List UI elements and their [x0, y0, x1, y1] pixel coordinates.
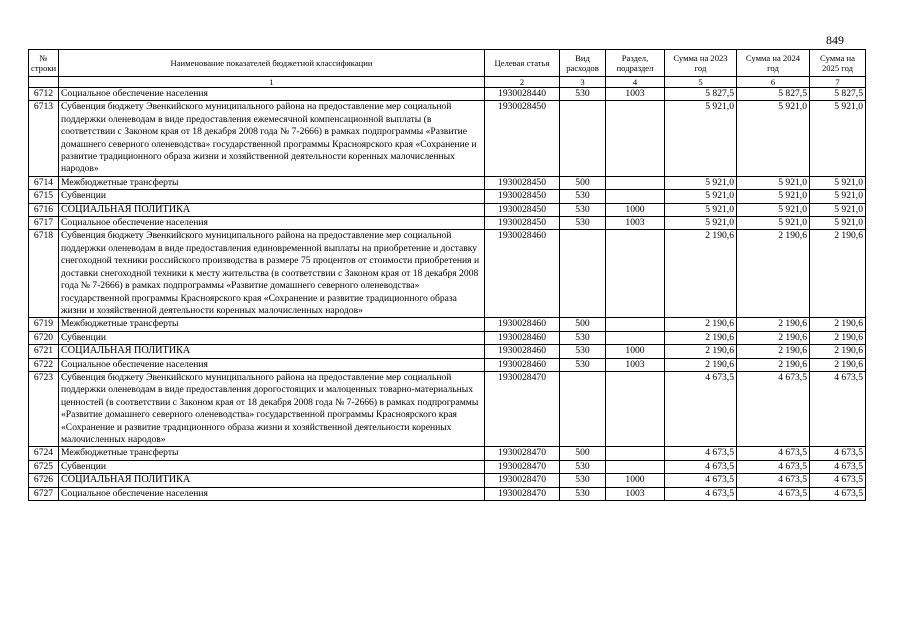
row-sum-2025: 2 190,6: [810, 230, 866, 318]
row-sum-2023: 5 921,0: [665, 203, 737, 216]
row-sum-2024: 2 190,6: [737, 318, 810, 331]
row-number: 6727: [29, 487, 59, 500]
row-name: СОЦИАЛЬНАЯ ПОЛИТИКА: [59, 474, 485, 487]
row-section: 1003: [606, 217, 665, 230]
row-sum-2024: 2 190,6: [737, 358, 810, 371]
row-number: 6716: [29, 203, 59, 216]
column-number: 7: [810, 77, 866, 88]
row-sum-2023: 5 921,0: [665, 190, 737, 203]
row-section: [606, 371, 665, 446]
row-sum-2025: 4 673,5: [810, 487, 866, 500]
table-row: [29, 331, 866, 344]
table-row: [29, 230, 866, 318]
row-expense-type: 530: [560, 487, 606, 500]
row-section: 1003: [606, 88, 665, 101]
row-name: Субвенции: [59, 460, 485, 473]
header-expense-type: Вид расходов: [560, 50, 606, 77]
row-number: 6726: [29, 474, 59, 487]
row-expense-type: 500: [560, 176, 606, 189]
row-number: 6722: [29, 358, 59, 371]
row-sum-2024: 4 673,5: [737, 371, 810, 446]
row-sum-2025: 5 921,0: [810, 176, 866, 189]
row-target: 1930028470: [485, 460, 560, 473]
row-name: Социальное обеспечение населения: [59, 358, 485, 371]
table-row: [29, 203, 866, 216]
row-expense-type: 530: [560, 203, 606, 216]
header-sum-2025: Сумма на 2025 год: [810, 50, 866, 77]
row-sum-2023: 5 921,0: [665, 101, 737, 176]
row-name: Межбюджетные трансферты: [59, 176, 485, 189]
row-sum-2023: 4 673,5: [665, 460, 737, 473]
page-number: 849: [826, 33, 844, 47]
header-name: Наименование показателей бюджетной классификации: [59, 50, 485, 77]
row-target: 1930028460: [485, 331, 560, 344]
row-section: 1000: [606, 474, 665, 487]
header-section: Раздел, подраздел: [606, 50, 665, 77]
row-sum-2024: 2 190,6: [737, 230, 810, 318]
table-row: [29, 217, 866, 230]
row-number: 6714: [29, 176, 59, 189]
row-sum-2025: 5 921,0: [810, 190, 866, 203]
header-target: Целевая статья: [485, 50, 560, 77]
row-sum-2023: 2 190,6: [665, 230, 737, 318]
row-number: 6712: [29, 88, 59, 101]
row-sum-2025: 5 921,0: [810, 217, 866, 230]
row-section: 1000: [606, 203, 665, 216]
row-expense-type: 530: [560, 190, 606, 203]
row-expense-type: [560, 230, 606, 318]
row-name: Субвенция бюджету Эвенкийского муниципального района на предоставление мер социальной поддержки оленеводам в виде предоставления ежемесячной компенсационной выплаты (в соответствии с Законом края от 18 декабря 2008 года № 7-2666) в рамках подпрограммы «Развитие домашнего северного оленеводства» государственной программы Красноярского края «Сохранение и развитие традиционного образа жизни и хозяйственной деятельности коренных малочисленных народов»: [59, 101, 485, 176]
row-section: [606, 460, 665, 473]
row-sum-2024: 2 190,6: [737, 331, 810, 344]
column-number: [29, 77, 59, 88]
row-number: 6718: [29, 230, 59, 318]
column-numbers-row: [29, 77, 866, 88]
row-number: 6715: [29, 190, 59, 203]
row-number: 6725: [29, 460, 59, 473]
row-name: Социальное обеспечение населения: [59, 217, 485, 230]
row-sum-2025: 5 827,5: [810, 88, 866, 101]
column-number: 3: [560, 77, 606, 88]
column-number: 2: [485, 77, 560, 88]
row-sum-2025: 4 673,5: [810, 371, 866, 446]
row-name: СОЦИАЛЬНАЯ ПОЛИТИКА: [59, 203, 485, 216]
row-target: 1930028470: [485, 474, 560, 487]
column-number: 6: [737, 77, 810, 88]
row-name: Субвенции: [59, 331, 485, 344]
row-sum-2025: 2 190,6: [810, 345, 866, 358]
row-sum-2023: 4 673,5: [665, 371, 737, 446]
row-sum-2024: 4 673,5: [737, 460, 810, 473]
header-row-no: № строки: [29, 50, 59, 77]
row-sum-2023: 5 921,0: [665, 217, 737, 230]
row-sum-2024: 4 673,5: [737, 447, 810, 460]
table-row: [29, 487, 866, 500]
row-section: [606, 176, 665, 189]
column-number: 5: [665, 77, 737, 88]
row-target: 1930028460: [485, 358, 560, 371]
column-number: 4: [606, 77, 665, 88]
row-sum-2025: 2 190,6: [810, 318, 866, 331]
budget-table: [28, 49, 866, 501]
row-name: СОЦИАЛЬНАЯ ПОЛИТИКА: [59, 345, 485, 358]
row-section: [606, 190, 665, 203]
row-sum-2024: 5 921,0: [737, 101, 810, 176]
row-expense-type: 530: [560, 358, 606, 371]
row-number: 6723: [29, 371, 59, 446]
row-sum-2023: 4 673,5: [665, 487, 737, 500]
row-target: 1930028450: [485, 176, 560, 189]
row-section: [606, 101, 665, 176]
header-sum-2024: Сумма на 2024 год: [737, 50, 810, 77]
table-row: [29, 460, 866, 473]
row-expense-type: 530: [560, 460, 606, 473]
row-name: Субвенция бюджету Эвенкийского муниципального района на предоставление мер социальной поддержки оленеводам в виде предоставления единовременной выплаты на приобретение и доставку снегоходной техники российского производства в размере 75 процентов от стоимости приобретения и доставки снегоходной техники к месту жительства (в соответствии с Законом края от 18 декабря 2008 года № 7-2666) в рамках подпрограммы «Развитие домашнего северного оленеводства» государственной программы Красноярского края «Сохранение и развитие традиционного образа жизни и хозяйственной деятельности коренных малочисленных народов»: [59, 230, 485, 318]
row-sum-2024: 5 921,0: [737, 217, 810, 230]
row-sum-2025: 4 673,5: [810, 460, 866, 473]
row-sum-2025: 4 673,5: [810, 474, 866, 487]
row-target: 1930028470: [485, 447, 560, 460]
row-sum-2023: 2 190,6: [665, 358, 737, 371]
row-name: Межбюджетные трансферты: [59, 447, 485, 460]
row-section: [606, 331, 665, 344]
row-sum-2025: 4 673,5: [810, 447, 866, 460]
table-row: [29, 447, 866, 460]
row-section: [606, 447, 665, 460]
row-section: [606, 318, 665, 331]
table-row: [29, 371, 866, 446]
row-sum-2023: 5 921,0: [665, 176, 737, 189]
row-sum-2024: 4 673,5: [737, 487, 810, 500]
table-row: [29, 176, 866, 189]
row-target: 1930028450: [485, 203, 560, 216]
row-section: 1000: [606, 345, 665, 358]
row-number: 6719: [29, 318, 59, 331]
header-sum-2023: Сумма на 2023 год: [665, 50, 737, 77]
row-target: 1930028450: [485, 101, 560, 176]
table-row: [29, 358, 866, 371]
row-sum-2025: 2 190,6: [810, 331, 866, 344]
row-name: Межбюджетные трансферты: [59, 318, 485, 331]
row-sum-2023: 5 827,5: [665, 88, 737, 101]
row-sum-2023: 2 190,6: [665, 331, 737, 344]
row-expense-type: 500: [560, 318, 606, 331]
row-number: 6717: [29, 217, 59, 230]
row-name: Социальное обеспечение населения: [59, 487, 485, 500]
table-row: [29, 318, 866, 331]
row-expense-type: 530: [560, 88, 606, 101]
row-target: 1930028460: [485, 345, 560, 358]
row-sum-2025: 2 190,6: [810, 358, 866, 371]
row-expense-type: 530: [560, 217, 606, 230]
row-number: 6720: [29, 331, 59, 344]
row-target: 1930028470: [485, 371, 560, 446]
row-sum-2024: 5 921,0: [737, 203, 810, 216]
row-expense-type: [560, 371, 606, 446]
table-row: [29, 88, 866, 101]
row-sum-2024: 5 921,0: [737, 190, 810, 203]
row-expense-type: 530: [560, 345, 606, 358]
row-sum-2024: 4 673,5: [737, 474, 810, 487]
row-section: 1003: [606, 358, 665, 371]
table-row: [29, 101, 866, 176]
row-expense-type: 500: [560, 447, 606, 460]
row-sum-2025: 5 921,0: [810, 203, 866, 216]
row-name: Субвенции: [59, 190, 485, 203]
row-section: [606, 230, 665, 318]
table-row: [29, 345, 866, 358]
row-sum-2025: 5 921,0: [810, 101, 866, 176]
row-number: 6724: [29, 447, 59, 460]
row-name: Социальное обеспечение населения: [59, 88, 485, 101]
row-sum-2023: 4 673,5: [665, 447, 737, 460]
row-number: 6713: [29, 101, 59, 176]
row-number: 6721: [29, 345, 59, 358]
table-body: [29, 88, 866, 501]
row-name: Субвенция бюджету Эвенкийского муниципального района на предоставление мер социальной поддержки оленеводам в виде предоставления дорогостоящих и малоценных товарно-материальных ценностей (в соответствии с Законом края от 18 декабря 2008 года № 7-2666) в рамках подпрограммы «Развитие домашнего северного оленеводства» государственной программы Красноярского края «Сохранение и развитие традиционного образа жизни и хозяйственной деятельности коренных малочисленных народов»: [59, 371, 485, 446]
table-row: [29, 190, 866, 203]
row-sum-2024: 5 921,0: [737, 176, 810, 189]
row-expense-type: [560, 101, 606, 176]
row-target: 1930028470: [485, 487, 560, 500]
row-target: 1930028450: [485, 190, 560, 203]
column-number: 1: [59, 77, 485, 88]
row-expense-type: 530: [560, 331, 606, 344]
row-target: 1930028440: [485, 88, 560, 101]
row-expense-type: 530: [560, 474, 606, 487]
row-sum-2023: 2 190,6: [665, 318, 737, 331]
row-target: 1930028450: [485, 217, 560, 230]
table-row: [29, 474, 866, 487]
row-sum-2023: 2 190,6: [665, 345, 737, 358]
row-target: 1930028460: [485, 230, 560, 318]
row-sum-2024: 5 827,5: [737, 88, 810, 101]
row-section: 1003: [606, 487, 665, 500]
row-sum-2024: 2 190,6: [737, 345, 810, 358]
header-row: [29, 50, 866, 77]
row-target: 1930028460: [485, 318, 560, 331]
row-sum-2023: 4 673,5: [665, 474, 737, 487]
